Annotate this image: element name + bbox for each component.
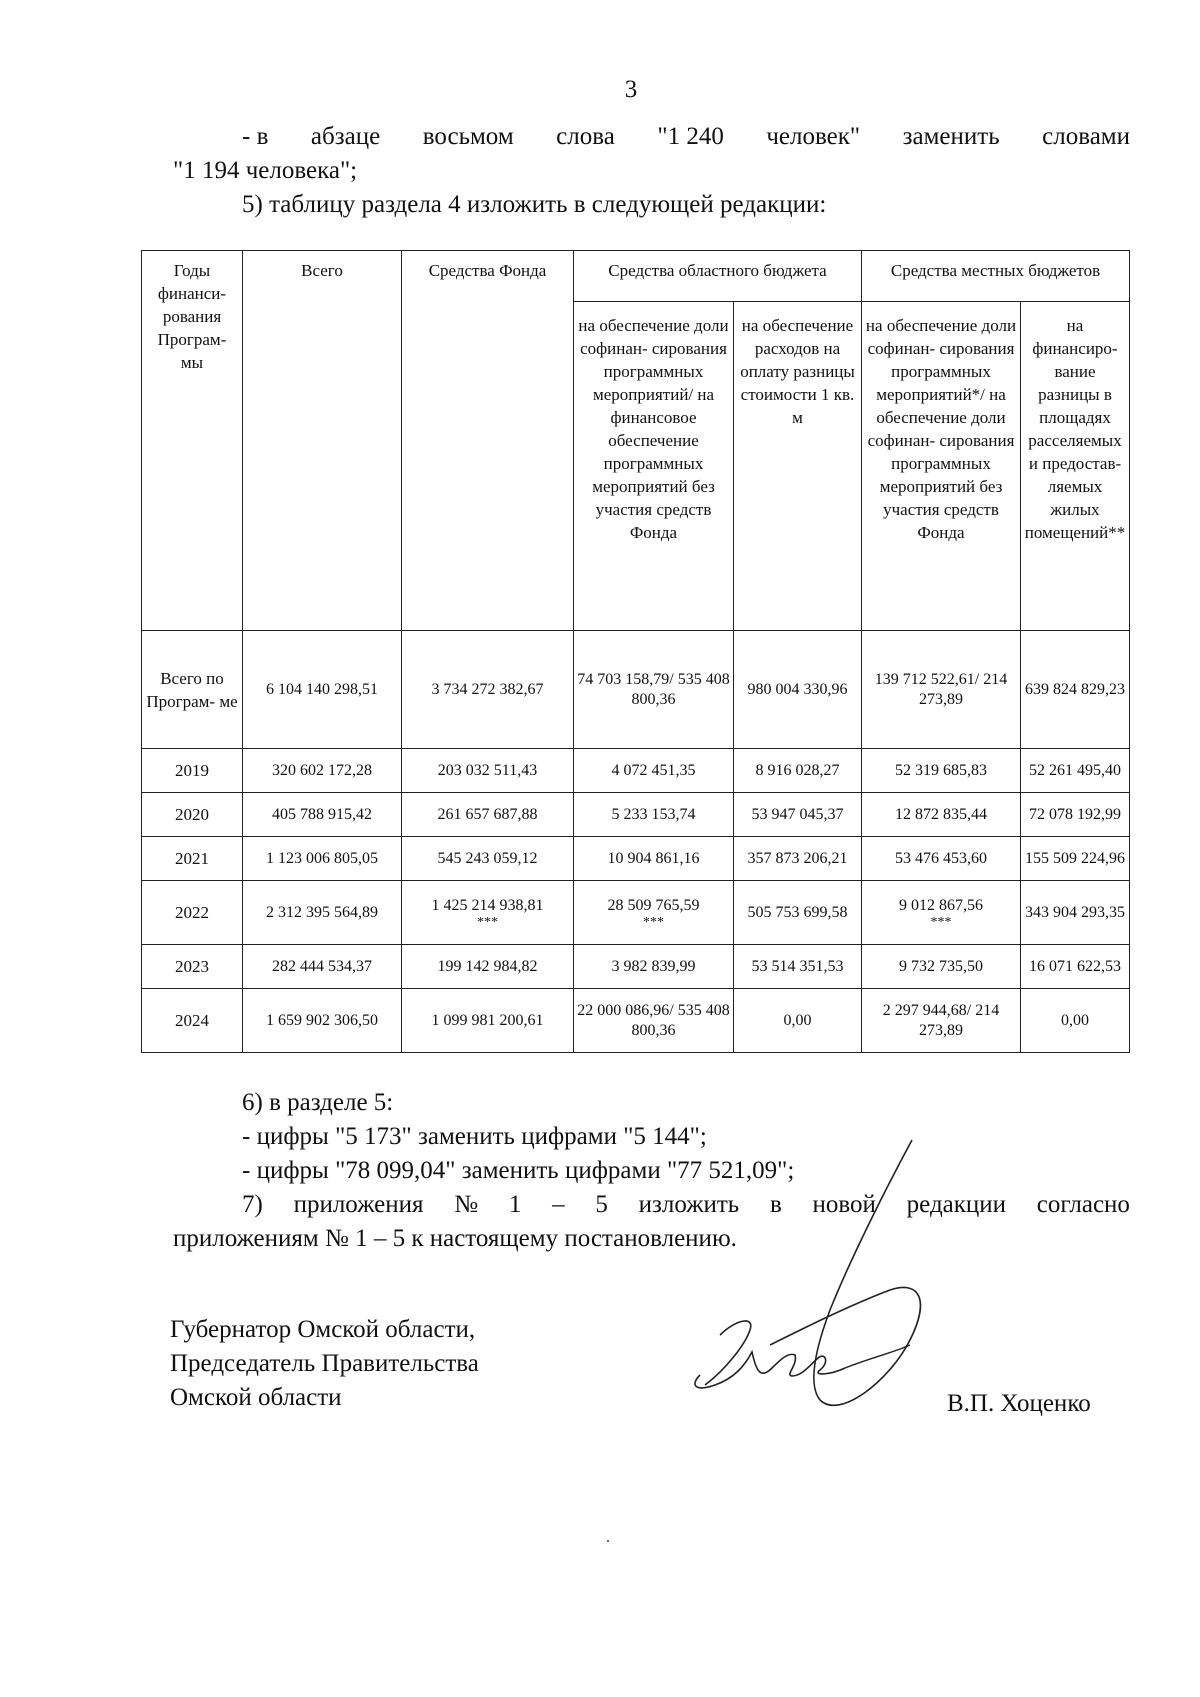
word: № bbox=[454, 1191, 479, 1218]
cell-fund bbox=[402, 945, 574, 989]
cell-regional-cofinancing-value: 4 072 451,35 bbox=[611, 761, 696, 779]
cell-year-value: 2019 bbox=[175, 761, 209, 780]
word: изложить bbox=[638, 1191, 740, 1218]
section6-line-2: - цифры "5 173" заменить цифрами "5 144"; bbox=[242, 1123, 707, 1150]
cell-local-cofinancing-value: 53 476 453,60 bbox=[895, 849, 987, 867]
cell-year bbox=[142, 837, 243, 881]
cell-year bbox=[142, 631, 243, 749]
word: восьмом bbox=[422, 123, 514, 150]
table-row bbox=[142, 945, 1130, 989]
cell-year-value: 2023 bbox=[175, 957, 209, 976]
cell-fund-value: 1 099 981 200,61 bbox=[431, 1011, 544, 1029]
cell-total bbox=[243, 837, 402, 881]
word: словами bbox=[1042, 123, 1130, 150]
cell-regional-cofinancing-value: 22 000 086,96/ 535 408 800,36 bbox=[577, 1001, 730, 1039]
header-local-budgets: Средства местных бюджетов bbox=[862, 251, 1130, 302]
word: редакции bbox=[906, 1191, 1007, 1218]
word: "1 240 bbox=[657, 123, 724, 150]
cell-fund-value: 3 734 272 382,67 bbox=[431, 680, 544, 698]
cell-fund-value: 203 032 511,43 bbox=[437, 761, 538, 779]
cell-total-value: 1 123 006 805,05 bbox=[266, 849, 378, 867]
cell-year bbox=[142, 989, 243, 1053]
cell-local-area-difference bbox=[1021, 881, 1130, 945]
cell-total bbox=[243, 945, 402, 989]
header-local-cofinancing: на обеспечение доли софинан- сирования программных мероприятий*/ на обеспечение доли софинан- сирования программных мероприятий без участия средств Фонда bbox=[862, 302, 1021, 631]
word: 1 bbox=[508, 1191, 522, 1218]
header-years: Годы финанси- рования Програм- мы bbox=[142, 251, 243, 631]
cell-local-cofinancing-value: 52 319 685,83 bbox=[895, 761, 987, 779]
cell-regional-cofinancing-value: 5 233 153,74 bbox=[611, 805, 696, 823]
cell-regional-price-difference-value: 53 947 045,37 bbox=[751, 805, 844, 823]
cell-local-area-difference-value: 155 509 224,96 bbox=[1025, 849, 1125, 867]
cell-regional-cofinancing bbox=[574, 945, 734, 989]
header-regional-cofinancing: на обеспечение доли софинан- сирования программных мероприятий/ на финансовое обеспечение программных мероприятий без участия средств Фонда bbox=[574, 302, 734, 631]
cell-local-cofinancing bbox=[862, 989, 1021, 1053]
footnote-marker: *** bbox=[930, 914, 952, 930]
cell-regional-price-difference-value: 0,00 bbox=[783, 1011, 812, 1029]
header-total: Всего bbox=[243, 251, 402, 631]
word: слова bbox=[556, 123, 615, 150]
cell-year-value: 2024 bbox=[175, 1011, 209, 1030]
intro-line-2: "1 194 человека"; bbox=[173, 157, 358, 184]
cell-regional-cofinancing bbox=[574, 837, 734, 881]
cell-total bbox=[243, 793, 402, 837]
cell-fund-value: 1 425 214 938,81 bbox=[431, 896, 544, 914]
section6-line-5: приложениям № 1 – 5 к настоящему постановлению. bbox=[173, 1225, 737, 1252]
cell-regional-price-difference bbox=[734, 793, 862, 837]
cell-local-area-difference-value: 639 824 829,23 bbox=[1025, 680, 1125, 698]
word: приложения bbox=[293, 1191, 424, 1218]
cell-local-area-difference-value: 16 071 622,53 bbox=[1029, 957, 1121, 975]
word: согласно bbox=[1036, 1191, 1130, 1218]
table-row bbox=[142, 793, 1130, 837]
page-number: 3 bbox=[624, 76, 638, 103]
cell-local-cofinancing-value: 9 732 735,50 bbox=[899, 957, 983, 975]
word: новой bbox=[812, 1191, 876, 1218]
cell-regional-cofinancing-value: 10 904 861,16 bbox=[607, 849, 700, 867]
cell-regional-price-difference bbox=[734, 945, 862, 989]
table-row bbox=[142, 989, 1130, 1053]
cell-total-value: 2 312 395 564,89 bbox=[266, 903, 378, 921]
cell-regional-cofinancing-value: 74 703 158,79/ 535 408 800,36 bbox=[577, 670, 730, 708]
cell-local-cofinancing bbox=[862, 837, 1021, 881]
signatory-title bbox=[170, 1313, 479, 1415]
cell-local-area-difference-value: 0,00 bbox=[1061, 1011, 1089, 1029]
footnote-marker: *** bbox=[477, 914, 498, 930]
signatory-line-2: Председатель Правительства bbox=[170, 1350, 479, 1377]
cell-local-cofinancing bbox=[862, 793, 1021, 837]
cell-year bbox=[142, 749, 243, 793]
cell-fund bbox=[402, 989, 574, 1053]
scan-speck bbox=[607, 1540, 609, 1542]
cell-regional-price-difference bbox=[734, 631, 862, 749]
cell-year-value: 2022 bbox=[175, 903, 209, 922]
cell-regional-price-difference-value: 53 514 351,53 bbox=[751, 957, 844, 975]
cell-total-value: 6 104 140 298,51 bbox=[266, 680, 378, 698]
cell-year-value: 2020 bbox=[175, 805, 209, 824]
cell-local-cofinancing bbox=[862, 881, 1021, 945]
cell-year bbox=[142, 881, 243, 945]
cell-total bbox=[243, 749, 402, 793]
intro-line-1 bbox=[242, 122, 1130, 152]
cell-total bbox=[243, 881, 402, 945]
table-row bbox=[142, 749, 1130, 793]
cell-total-value: 282 444 534,37 bbox=[272, 957, 372, 975]
cell-local-cofinancing-value: 139 712 522,61/ 214 273,89 bbox=[874, 670, 1008, 708]
header-local-area-difference: на финансиро- вание разницы в площадях расселяемых и предостав- ляемых жилых помещений** bbox=[1021, 302, 1130, 631]
signatory-line-3: Омской области bbox=[170, 1384, 342, 1411]
cell-local-cofinancing-value: 2 297 944,68/ 214 273,89 bbox=[882, 1001, 1000, 1039]
header-fund: Средства Фонда bbox=[402, 251, 574, 631]
word: 5 bbox=[595, 1191, 608, 1218]
header-regional-price-difference: на обеспечение расходов на оплату разницы стоимости 1 кв. м bbox=[734, 302, 862, 631]
cell-regional-cofinancing bbox=[574, 631, 734, 749]
cell-regional-price-difference-value: 8 916 028,27 bbox=[755, 761, 840, 779]
cell-fund bbox=[402, 837, 574, 881]
cell-total-value: 320 602 172,28 bbox=[272, 761, 372, 779]
table-row bbox=[142, 631, 1130, 749]
cell-year-value: Всего по Програм- ме bbox=[146, 668, 238, 711]
section6-line-3: - цифры "78 099,04" заменить цифрами "77 521,09"; bbox=[242, 1157, 795, 1184]
word: заменить bbox=[902, 123, 1000, 150]
cell-total bbox=[243, 989, 402, 1053]
word: в bbox=[769, 1191, 782, 1218]
cell-local-cofinancing-value: 12 872 835,44 bbox=[895, 805, 987, 823]
cell-regional-price-difference bbox=[734, 837, 862, 881]
cell-local-area-difference bbox=[1021, 945, 1130, 989]
cell-local-area-difference bbox=[1021, 793, 1130, 837]
cell-local-area-difference bbox=[1021, 749, 1130, 793]
signatory-name: В.П. Хоценко bbox=[947, 1390, 1091, 1417]
word: - в bbox=[242, 123, 269, 150]
financing-table bbox=[141, 250, 1130, 1053]
cell-regional-price-difference-value: 505 753 699,58 bbox=[747, 903, 848, 921]
word: абзаце bbox=[310, 123, 381, 150]
cell-regional-price-difference-value: 980 004 330,96 bbox=[747, 680, 848, 698]
cell-year bbox=[142, 945, 243, 989]
cell-fund bbox=[402, 793, 574, 837]
cell-local-cofinancing bbox=[862, 749, 1021, 793]
cell-local-cofinancing bbox=[862, 945, 1021, 989]
signatory-line-1: Губернатор Омской области, bbox=[170, 1316, 476, 1343]
cell-regional-price-difference-value: 357 873 206,21 bbox=[747, 849, 848, 867]
cell-local-cofinancing-value: 9 012 867,56 bbox=[899, 896, 983, 914]
cell-year-value: 2021 bbox=[175, 849, 209, 868]
cell-regional-cofinancing bbox=[574, 989, 734, 1053]
cell-fund bbox=[402, 631, 574, 749]
cell-total-value: 405 788 915,42 bbox=[272, 805, 372, 823]
cell-regional-price-difference bbox=[734, 749, 862, 793]
cell-regional-cofinancing-value: 28 509 765,59 bbox=[607, 896, 700, 914]
cell-regional-cofinancing bbox=[574, 749, 734, 793]
table-row bbox=[142, 881, 1130, 945]
table-body bbox=[142, 631, 1130, 1053]
intro-line-3: 5) таблицу раздела 4 изложить в следующей редакции: bbox=[242, 191, 827, 218]
cell-total-value: 1 659 902 306,50 bbox=[266, 1011, 378, 1029]
section6-line-1: 6) в разделе 5: bbox=[242, 1089, 394, 1116]
cell-fund-value: 199 142 984,82 bbox=[437, 957, 538, 975]
cell-local-area-difference-value: 72 078 192,99 bbox=[1029, 805, 1121, 823]
cell-fund bbox=[402, 749, 574, 793]
cell-fund-value: 261 657 687,88 bbox=[437, 805, 538, 823]
header-regional-budget: Средства областного бюджета bbox=[574, 251, 862, 302]
cell-year bbox=[142, 793, 243, 837]
cell-fund-value: 545 243 059,12 bbox=[437, 849, 538, 867]
cell-total bbox=[243, 631, 402, 749]
cell-local-area-difference bbox=[1021, 989, 1130, 1053]
cell-regional-price-difference bbox=[734, 989, 862, 1053]
footnote-marker: *** bbox=[643, 914, 664, 930]
word: человек" bbox=[766, 123, 861, 150]
cell-regional-price-difference bbox=[734, 881, 862, 945]
cell-local-area-difference bbox=[1021, 631, 1130, 749]
handwritten-signature bbox=[680, 1130, 960, 1430]
cell-local-area-difference-value: 52 261 495,40 bbox=[1029, 761, 1121, 779]
table-row bbox=[142, 837, 1130, 881]
word: 7) bbox=[242, 1191, 263, 1218]
cell-regional-cofinancing-value: 3 982 839,99 bbox=[611, 957, 696, 975]
cell-regional-cofinancing bbox=[574, 881, 734, 945]
cell-local-cofinancing bbox=[862, 631, 1021, 749]
cell-fund bbox=[402, 881, 574, 945]
cell-regional-cofinancing bbox=[574, 793, 734, 837]
word: – bbox=[552, 1191, 565, 1218]
cell-local-area-difference bbox=[1021, 837, 1130, 881]
cell-local-area-difference-value: 343 904 293,35 bbox=[1025, 903, 1125, 921]
